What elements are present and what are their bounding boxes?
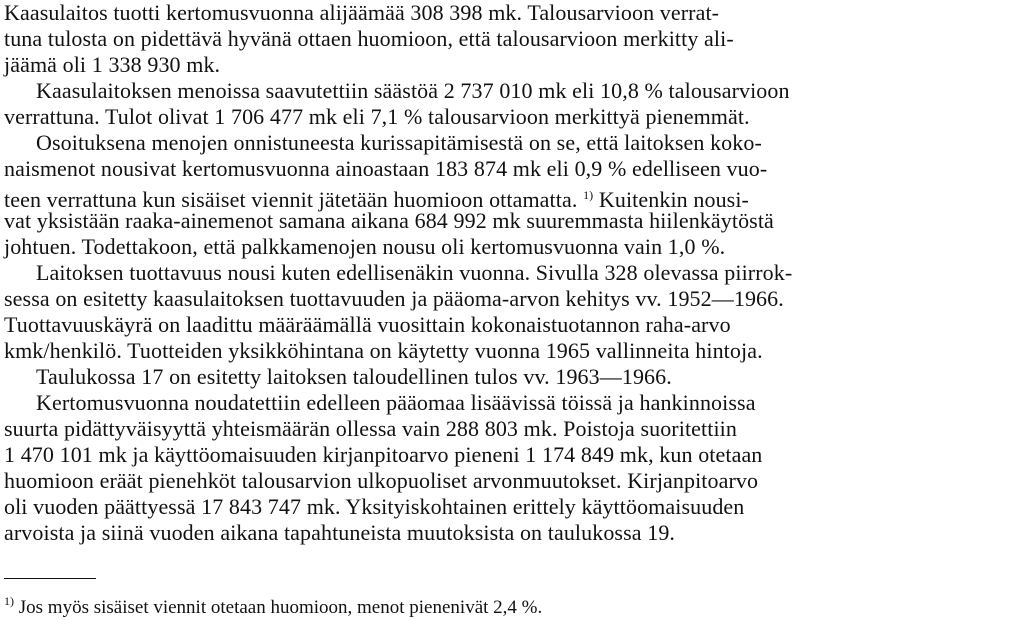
footnote-marker: 1) bbox=[4, 594, 14, 608]
text-line: kmk/henkilö. Tuotteiden yksikköhintana on käytetty vuonna 1965 vallinneita hintoja. bbox=[4, 338, 763, 363]
footnote-divider bbox=[4, 578, 96, 579]
text-segment: Kuitenkin nousi- bbox=[598, 187, 749, 212]
text-line: tuna tulosta on pidettävä hyvänä ottaen huomioon, että talousarvioon merkitty ali- bbox=[4, 26, 734, 51]
text-line: jäämä oli 1 338 930 mk. bbox=[4, 52, 221, 77]
footnote-text: Jos myös sisäiset viennit otetaan huomioon, menot pienenivät 2,4 %. bbox=[18, 597, 543, 618]
text-line: vat yksistään raaka-ainemenot samana aikana 684 992 mk suuremmasta hiilenkäytöstä bbox=[4, 208, 774, 233]
text-segment: teen verrattuna kun sisäiset viennit jätetään huomioon ottamatta. bbox=[4, 187, 578, 212]
text-line: huomioon eräät pienehköt talousarvion ulkopuoliset arvonmuutokset. Kirjanpitoarvo bbox=[4, 468, 759, 493]
text-line: Kaasulaitoksen menoissa saavutettiin säästöä 2 737 010 mk eli 10,8 % talousarvioon bbox=[36, 78, 790, 103]
text-line: Taulukossa 17 on esitetty laitoksen taloudellinen tulos vv. 1963—1966. bbox=[36, 364, 672, 389]
text-line: arvoista ja siinä vuoden aikana tapahtuneista muutoksista on taulukossa 19. bbox=[4, 520, 676, 545]
text-line: verrattuna. Tulot olivat 1 706 477 mk eli 7,1 % talousarvioon merkittyä pienemmät. bbox=[4, 104, 750, 129]
text-line: johtuen. Todettakoon, että palkkamenojen nousu oli kertomusvuonna vain 1,0 %. bbox=[4, 234, 726, 259]
text-line: Kaasulaitos tuotti kertomusvuonna alijäämää 308 398 mk. Talousarvioon verrat- bbox=[4, 0, 720, 25]
text-line: oli vuoden päättyessä 17 843 747 mk. Yksityiskohtainen erittely käyttöomaisuuden bbox=[4, 494, 745, 519]
text-line: naismenot nousivat kertomusvuonna ainoastaan 183 874 mk eli 0,9 % edelliseen vuo- bbox=[4, 156, 768, 181]
footnote bbox=[4, 589, 542, 620]
text-line: 1 470 101 mk ja käyttöomaisuuden kirjanpitoarvo pieneni 1 174 849 mk, kun otetaan bbox=[4, 442, 763, 467]
text-line: Kertomusvuonna noudatettiin edelleen pääomaa lisäävissä töissä ja hankinnoissa bbox=[36, 390, 756, 415]
text-line: sessa on esitetty kaasulaitoksen tuottavuuden ja pääoma-arvon kehitys vv. 1952—1966. bbox=[4, 286, 784, 311]
text-line: Tuottavuuskäyrä on laadittu määräämällä vuosittain kokonaistuotannon raha-arvo bbox=[4, 312, 731, 337]
footnote-reference: 1) bbox=[583, 188, 594, 202]
text-line: Osoituksena menojen onnistuneesta kurissapitämisestä on se, että laitoksen koko- bbox=[36, 130, 762, 155]
text-line: suurta pidättyväisyyttä yhteismäärän ollessa vain 288 803 mk. Poistoja suoritettiin bbox=[4, 416, 737, 441]
text-line: Laitoksen tuottavuus nousi kuten edellisenäkin vuonna. Sivulla 328 olevassa piirrok- bbox=[36, 260, 793, 285]
